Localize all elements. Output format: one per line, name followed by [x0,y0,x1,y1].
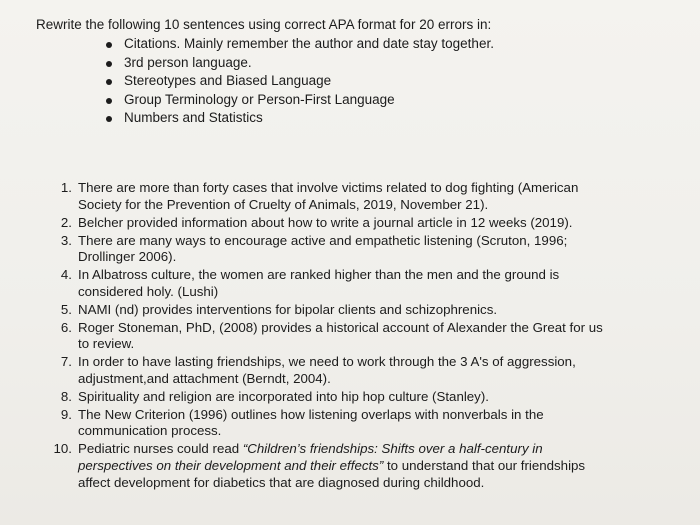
bullet-icon [106,98,112,104]
sentence-item [48,233,608,266]
sentence-text: Pediatric nurses could read “Children’s friendships: Shifts over a half-century in perspectives on their development and their effects” to understand that our friendships affect development for diabetics that are diagnosed during childhood. [78,441,586,490]
instructions-text: Rewrite the following 10 sentences using correct APA format for 20 errors in: [36,17,492,32]
item-number: 5. [60,301,72,317]
item-number: 6. [60,319,72,335]
sentence-item [48,267,608,300]
sentence-text: The New Criterion (1996) outlines how listening overlaps with nonverbals in the communication process. [78,406,544,439]
item-number: 1. [60,180,72,195]
item-number: 9. [60,406,72,422]
bullet-icon [106,42,112,48]
sentence-list [48,180,608,493]
item-number: 7. [60,354,72,370]
item-number: 4. [60,267,72,283]
item-number: 2. [60,214,72,230]
sentence-item [48,302,608,319]
sentence-text: Roger Stoneman, PhD, (2008) provides a historical account of Alexander the Great for us to review. [78,319,603,352]
item-number: 3. [60,232,72,248]
sentence-text: In order to have lasting friendships, we need to work through the 3 A's of aggression, adjustment,and attachment (Berndt, 2004). [78,354,576,386]
sentence-item [48,320,608,353]
bullet-icon [106,61,112,67]
category-item: Citations. Mainly remember the author and date stay together. [106,35,494,54]
category-list [106,35,494,128]
bullet-icon [106,79,112,85]
category-item: Group Terminology or Person-First Language [106,91,494,110]
sentence-text: There are many ways to encourage active and empathetic listening (Scruton, 1996; Drollinger 2006). [78,232,568,265]
sentence-text: In Albatross culture, the women are ranked higher than the men and the ground is considered holy. (Lushi) [78,267,560,299]
category-item: Stereotypes and Biased Language [106,72,494,91]
sentence-text: Spirituality and religion are incorporated into hip hop culture (Stanley). [78,388,489,404]
sentence-item [48,354,608,387]
sentence-item [48,389,608,406]
sentence-item [48,215,608,232]
sentence-item [48,180,608,213]
sentence-text: Belcher provided information about how to write a journal article in 12 weeks (2019). [78,214,573,230]
item-number: 8. [60,388,72,404]
category-item: 3rd person language. [106,54,494,73]
category-item: Numbers and Statistics [106,109,494,128]
sentence-text: NAMI (nd) provides interventions for bipolar clients and schizophrenics. [78,301,498,317]
item-number: 10. [53,441,72,457]
bullet-icon [106,116,112,122]
article-title: “Children’s friendships: Shifts over a half-century in perspectives on their development and their effects” [78,441,543,474]
sentence-text: There are more than forty cases that involve victims related to dog fighting (American Society for the Prevention of Cruelty of Animals, 2019, November 21). [78,180,579,212]
sentence-item [48,441,608,491]
sentence-item [48,407,608,440]
